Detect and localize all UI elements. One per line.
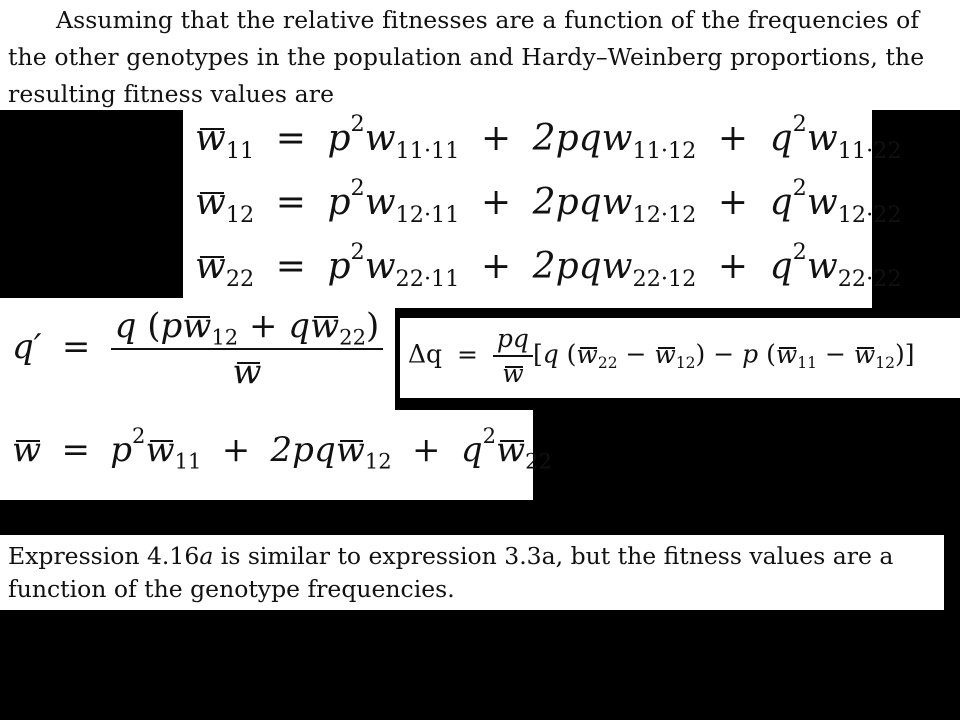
q-prime-equation: q′ = $\frac{q (pw_{12} + qw_{22})}{w}$ bbox=[12, 306, 383, 392]
delta-q-panel bbox=[400, 318, 960, 398]
intro-panel bbox=[0, 0, 960, 110]
fitness-equation-12: $w_{12} = p^2w_{12\cdot 11} + 2pqw_{12\cdot 12} + q^2w_{12\cdot 22}$ bbox=[195, 175, 902, 228]
note-panel bbox=[0, 535, 944, 610]
q-prime-fraction: $\frac{q (pw_{12} + qw_{22})}{w}$ bbox=[111, 306, 384, 392]
fitness-equation-22: $w_{22} = p^2w_{22\cdot 11} + 2pqw_{22\cdot 12} + q^2w_{22\cdot 22}$ bbox=[195, 239, 902, 292]
mean-fitness-panel bbox=[0, 410, 552, 500]
q-prime-panel bbox=[0, 298, 395, 410]
mean-fitness-equation: $w = p^2w_{11} + 2pqw_{12} + q^2w_{22}$ bbox=[12, 423, 552, 474]
fitness-equation-11: $w_{11} = p^2w_{11\cdot 11} + 2pqw_{11\cdot 12} + q^2w_{11\cdot 22}$ bbox=[195, 111, 902, 164]
note-text: Expression 4.16a is similar to expression 3.3a, but the fitness values are a function of the genotype frequencies. bbox=[8, 542, 894, 603]
intro-text: Assuming that the relative fitnesses are a function of the frequencies of the other genotypes in the population and Hardy–Weinberg proportions, the resulting fitness values are bbox=[8, 6, 925, 108]
delta-q-equation: Δq = $\frac{pq}{w}$ [q $(w_{22} - w_{12}) - p$ $(w_{11} - w_{12})$] bbox=[408, 324, 915, 388]
fitness-equations-panel bbox=[183, 110, 902, 308]
delta-q-fraction: $\frac{pq}{w}$ bbox=[493, 324, 533, 388]
